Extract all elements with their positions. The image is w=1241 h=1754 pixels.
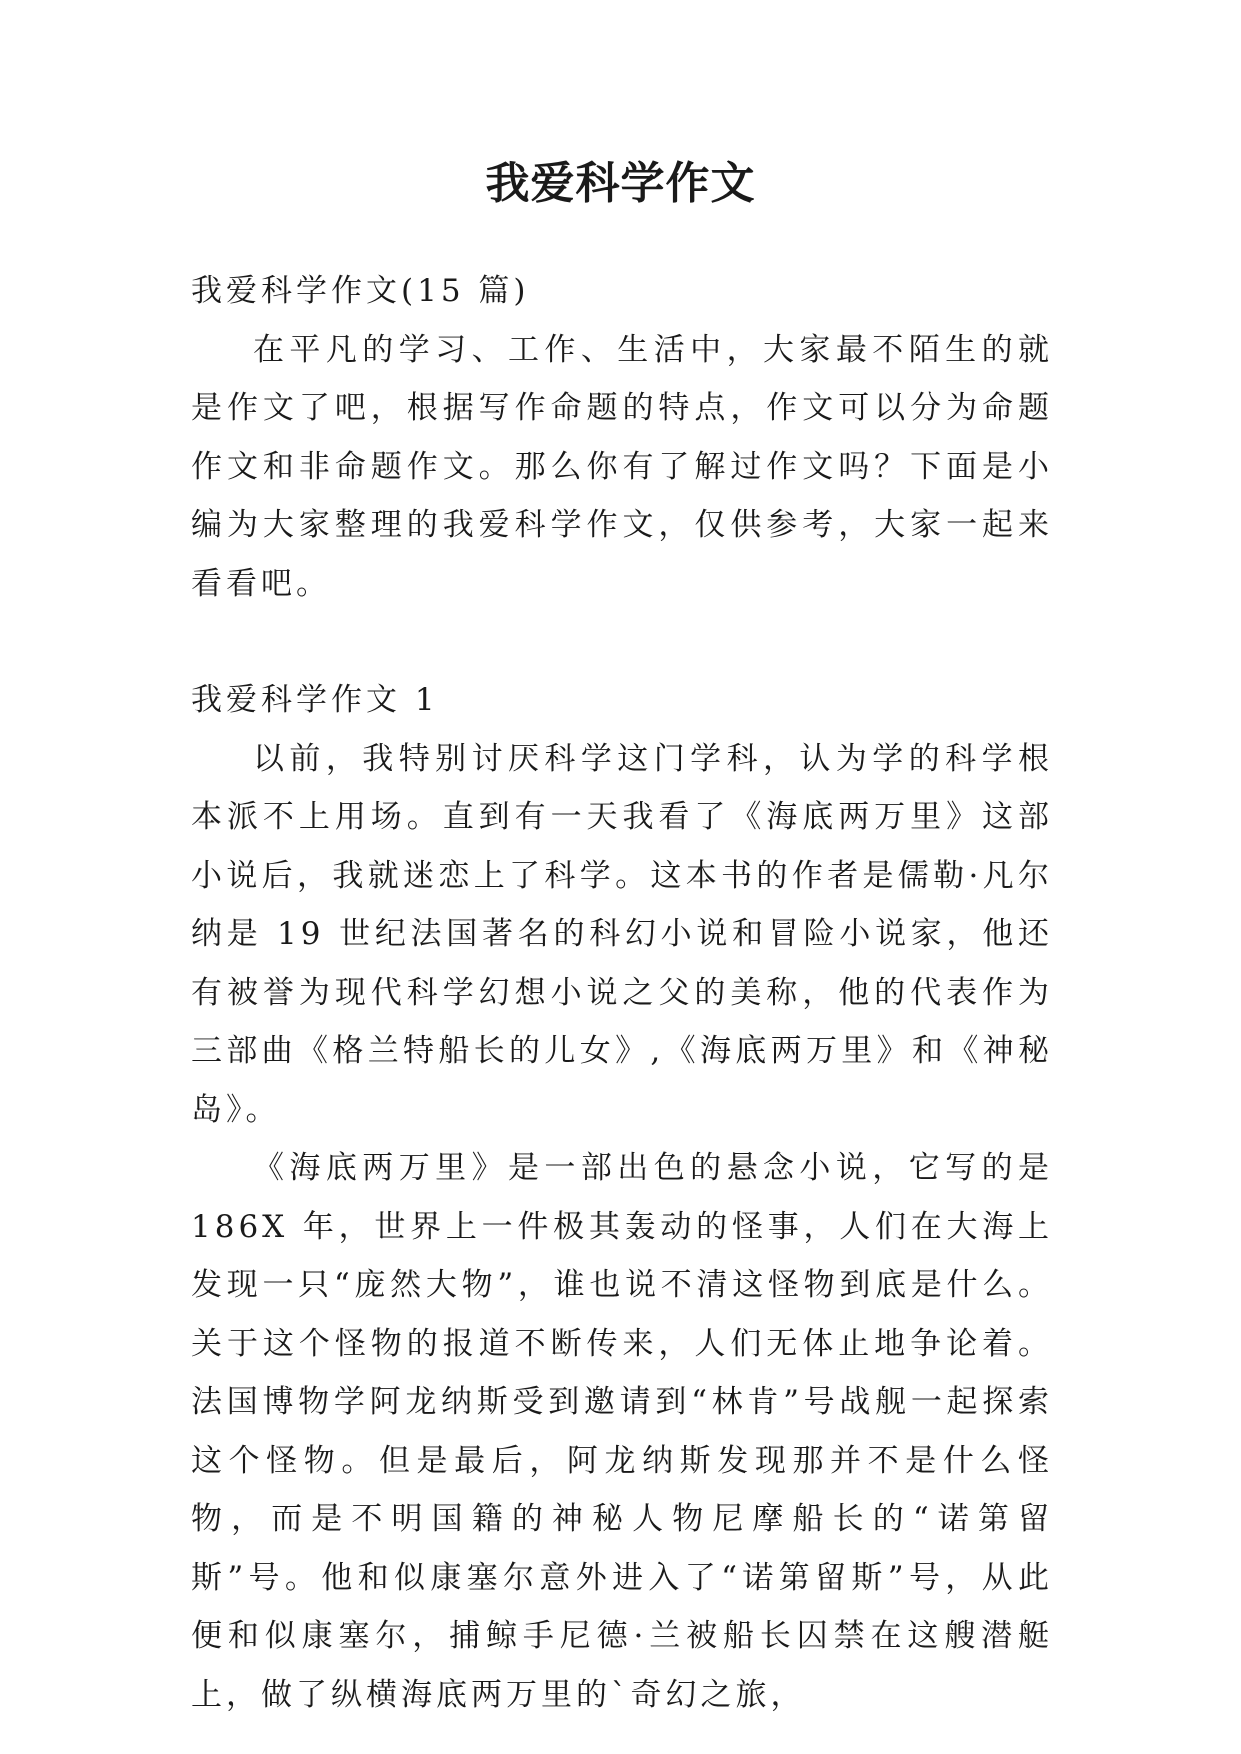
section-paragraph-1: 以前，我特别讨厌科学这门学科，认为学的科学根本派不上用场。直到有一天我看了《海底两万里》这部小说后，我就迷恋上了科学。这本书的作者是儒勒·凡尔纳是 19 世纪法国著名的科幻小说和冒险小说家，他还有被誉为现代科学幻想小说之父的美称，他的代表作为三部曲《格兰特船长的儿女》,《海底两万里》和《神秘岛》。 bbox=[191, 740, 1053, 1128]
section-spacer bbox=[191, 613, 1053, 671]
intro-paragraph: 在平凡的学习、工作、生活中，大家最不陌生的就是作文了吧，根据写作命题的特点，作文可以分为命题作文和非命题作文。那么你有了解过作文吗？下面是小编为大家整理的我爱科学作文，仅供参考，大家一起来看看吧。 bbox=[191, 331, 1053, 602]
section-heading: 我爱科学作文 1 bbox=[191, 682, 439, 718]
document-body bbox=[191, 262, 1053, 1724]
collection-heading: 我爱科学作文(15 篇) bbox=[191, 273, 530, 309]
document-title: 我爱科学作文 bbox=[485, 158, 756, 209]
section-paragraph-2: 《海底两万里》是一部出色的悬念小说，它写的是 186X 年，世界上一件极其轰动的怪事，人们在大海上发现一只“庞然大物”，谁也说不清这怪物到底是什么。关于这个怪物的报道不断传来，人们无体止地争论着。法国博物学阿龙纳斯受到邀请到“林肯”号战舰一起探索这个怪物。但是最后，阿龙纳斯发现那并不是什么怪物，而是不明国籍的神秘人物尼摩船长的“诺第留斯”号。他和似康塞尔意外进入了“诺第留斯”号，从此便和似康塞尔，捕鲸手尼德·兰被船长囚禁在这艘潜艇上，做了纵横海底两万里的`奇幻之旅， bbox=[191, 1150, 1053, 1713]
